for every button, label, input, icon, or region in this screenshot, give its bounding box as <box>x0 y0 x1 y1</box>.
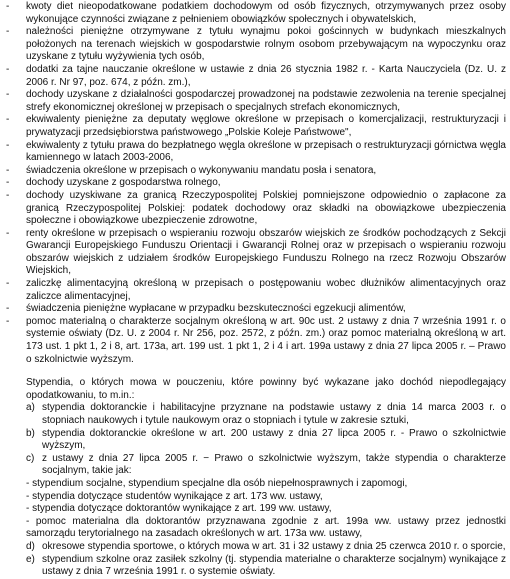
list-item-text: okresowe stypendia sportowe, o których mowa w art. 31 i 32 ustawy z dnia 25 czerwca 2010 r. o sporcie, <box>42 540 506 552</box>
list-item-text: stypendia doktoranckie i habilitacyjne przyznane na podstawie ustawy z dnia 14 marca 2003 r. o stopniach naukowych i tytule naukowym oraz o stopniach i tytule w zakresie sztuki, <box>42 402 506 426</box>
list-item: - pomoc materialną o charakterze socjalnym określoną w art. 90c ust. 2 ustawy z dnia 7 września 1991 r. o systemie oświaty (Dz. U. z 2004 r. Nr 256, poz. 2572, z późn. zm.) oraz pomoc materialną określoną w art. 173 ust. 1 pkt 1, 2 i 8, art. 173a, art. 199 ust. 1 pkt 1, 2 i 4 i art. 199a ustawy z dnia 27 lipca 2005 r. – Prawo o szkolnictwie wyższym. <box>6 316 506 366</box>
scholarships-intro: Stypendia, o których mowa w pouczeniu, które powinny być wykazane jako dochód niepodlegający opodatkowaniu, to m.in.: <box>26 377 506 401</box>
list-item: - stypendia dotyczące doktorantów wynikające z art. 199 ww. ustawy, <box>26 503 332 515</box>
list-item <box>6 428 506 453</box>
list-item-text: stypendium szkolne oraz zasiłek szkolny (tj. stypendia materialne o charakterze socjalnym) wynikające z ustawy z dnia 7 września 1991 r. o systemie oświaty. <box>42 553 506 578</box>
list-item: - świadczenia pieniężne wypłacane w przypadku bezskuteczności egzekucji alimentów, <box>6 303 506 316</box>
list-item-text: z ustawy z dnia 27 lipca 2005 r. − Prawo o szkolnictwie wyższym, także stypendia o charakterze socjalnym, takie jak: <box>42 452 506 477</box>
list-item <box>6 453 506 541</box>
list-item: - stypendia dotyczące studentów wynikające z art. 173 ww. ustawy, <box>26 490 323 502</box>
list-item: - kwoty diet nieopodatkowane podatkiem dochodowym od osób fizycznych, otrzymywanych przez osoby wykonujące czynności związane z pełnieniem obowiązków społecznych i obywatelskich, <box>6 1 506 26</box>
list-item: - dochody uzyskane z działalności gospodarczej prowadzonej na podstawie zezwolenia na terenie specjalnej strefy ekonomicznej określonej w przepisach o specjalnych strefach ekonomicznych, <box>6 89 506 114</box>
list-item: - stypendium socjalne, stypendium specjalne dla osób niepełnosprawnych i zapomogi, <box>26 477 408 489</box>
list-marker: b) <box>26 427 35 439</box>
list-item: - ekwiwalenty pieniężne za deputaty węglowe określone w przepisach o komercjalizacji, restrukturyzacji i prywatyzacji przedsiębiorstwa państwowego „Polskie Koleje Państwowe", <box>6 114 506 139</box>
scholarships-list <box>6 402 506 578</box>
list-item <box>6 541 506 554</box>
list-marker: c) <box>26 452 35 464</box>
list-item: - pomoc materialna dla doktorantów przyznawana zgodnie z art. 199a ww. ustawy przez jednostki samorządu terytorialnego na zasadach określonych w art. 173a ww. ustawy, <box>26 515 506 540</box>
list-item: - zaliczkę alimentacyjną określoną w przepisach o postępowaniu wobec dłużników alimentacyjnych oraz zaliczce alimentacyjnej, <box>6 278 506 303</box>
list-item: - dodatki za tajne nauczanie określone w ustawie z dnia 26 stycznia 1982 r. - Karta Nauczyciela (Dz. U. z 2006 r. Nr 97, poz. 674, z późn. zm.), <box>6 64 506 89</box>
list-marker: d) <box>26 540 35 552</box>
list-marker: e) <box>26 553 35 565</box>
list-item <box>6 402 506 427</box>
list-item: - renty określone w przepisach o wspieraniu rozwoju obszarów wiejskich ze środków pochodzących z Sekcji Gwarancji Europejskiego Funduszu Orientacji i Gwarancji Rolnej oraz w przepisach o wspieraniu rozwoju obszarów wiejskich z udziałem środków Europejskiego Funduszu Rolnego na rzecz Rozwoju Obszarów Wiejskich, <box>6 228 506 278</box>
list-item: - dochody uzyskane z gospodarstwa rolnego, <box>6 177 506 190</box>
income-list <box>6 1 506 366</box>
list-marker: a) <box>26 402 35 414</box>
list-item: - ekwiwalenty z tytułu prawa do bezpłatnego węgla określone w przepisach o restrukturyzacji górnictwa węgla kamiennego w latach 2003-2006, <box>6 140 506 165</box>
list-item: - należności pieniężne otrzymywane z tytułu wynajmu pokoi gościnnych w budynkach mieszkalnych położonych na terenach wiejskich w gospodarstwie rolnym osobom przebywającym na wypoczynku oraz uzyskane z tytułu wyżywienia tych osób, <box>6 26 506 64</box>
list-item: - dochody uzyskiwane za granicą Rzeczypospolitej Polskiej pomniejszone odpowiednio o zapłacone za granicą Rzeczypospolitej Polskiej: podatek dochodowy oraz składki na obowiązkowe ubezpieczenia społeczne i obowiązkowe ubezpieczenie zdrowotne, <box>6 190 506 228</box>
list-item: - świadczenia określone w przepisach o wykonywaniu mandatu posła i senatora, <box>6 165 506 178</box>
social-scholarships-list <box>26 478 506 541</box>
list-item <box>6 554 506 579</box>
list-item-text: stypendia doktoranckie określone w art. 200 ustawy z dnia 27 lipca 2005 r. - Prawo o szkolnictwie wyższym, <box>42 427 506 452</box>
